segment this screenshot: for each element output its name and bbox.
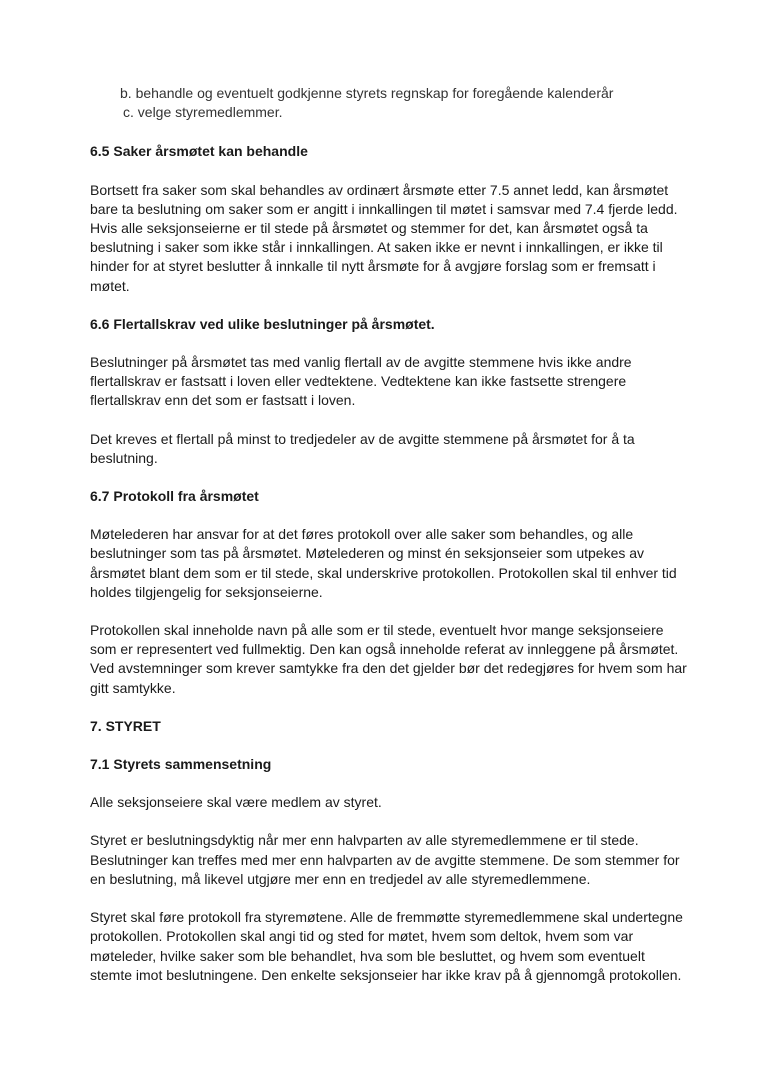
document-page xyxy=(90,84,690,1004)
paragraph: Protokollen skal inneholde navn på alle som er til stede, eventuelt hvor mange seksjonseiere som er representert ved fullmektig. Den kan også inneholde referat av innleggene på årsmøtet. Ved avstemninger som krever samtykke fra den det gjelder bør det redegjøres for hvem som har gitt samtykke. xyxy=(90,622,687,696)
list xyxy=(90,84,690,122)
paragraph: Beslutninger på årsmøtet tas med vanlig flertall av de avgitte stemmene hvis ikke andre flertallskrav er fastsatt i loven eller vedtektene. Vedtektene kan ikke fastsette strengere flertallskrav enn det som er fastsatt i loven. xyxy=(90,354,632,409)
paragraph: Styret skal føre protokoll fra styremøtene. Alle de fremmøtte styremedlemmene skal undertegne protokollen. Protokollen skal angi tid og sted for møtet, hvem som deltok, hvem som var møteleder, hvilke saker som ble behandlet, hva som ble besluttet, og hvem som eventuelt stemte imot beslutningene. Den enkelte seksjonseier har ikke krav på å gjennomgå protokollen. xyxy=(90,909,683,983)
list-item-b: b. behandle og eventuelt godkjenne styrets regnskap for foregående kalenderår xyxy=(120,85,614,101)
paragraph: Styret er beslutningsdyktig når mer enn halvparten av alle styremedlemmene er til stede. Beslutninger kan treffes med mer enn halvparten av de avgitte stemmene. De som stemmer for en beslutning, må likevel utgjøre mer enn en tredjedel av alle styremedlemmene. xyxy=(90,832,680,887)
section-heading-6-6: 6.6 Flertallskrav ved ulike beslutninger på årsmøtet. xyxy=(90,315,435,332)
paragraph: Møtelederen har ansvar for at det føres protokoll over alle saker som behandles, og alle beslutninger som tas på årsmøtet. Møtelederen og minst én seksjonseier som utpekes av årsmøtet blant dem som er til stede, skal underskrive protokollen. Protokollen skal til enhver tid holdes tilgjengelig for seksjonseierne. xyxy=(90,526,677,600)
paragraph: Det kreves et flertall på minst to tredjedeler av de avgitte stemmene på årsmøtet for å ta beslutning. xyxy=(90,430,635,466)
section-heading-7-1: 7.1 Styrets sammensetning xyxy=(90,756,272,773)
section-heading-6-5: 6.5 Saker årsmøtet kan behandle xyxy=(90,143,308,160)
section-heading-7: 7. STYRET xyxy=(90,717,161,734)
paragraph: Bortsett fra saker som skal behandles av ordinært årsmøte etter 7.5 annet ledd, kan årsmøtet bare ta beslutning om saker som er angitt i innkallingen til møtet i samsvar med 7.4 fjerde ledd. Hvis alle seksjonseierne er til stede på årsmøtet og stemmer for det, kan årsmøtet også ta beslutning i saker som ikke står i innkallingen. At saken ikke er nevnt i innkallingen, er ikke til hinder for at styret beslutter å innkalle til nytt årsmøte for å avgjøre forslag som er fremsatt i møtet. xyxy=(90,181,678,294)
paragraph: Alle seksjonseiere skal være medlem av styret. xyxy=(90,794,382,811)
section-heading-6-7: 6.7 Protokoll fra årsmøtet xyxy=(90,488,259,505)
list-item-c: c. velge styremedlemmer. xyxy=(123,104,283,121)
